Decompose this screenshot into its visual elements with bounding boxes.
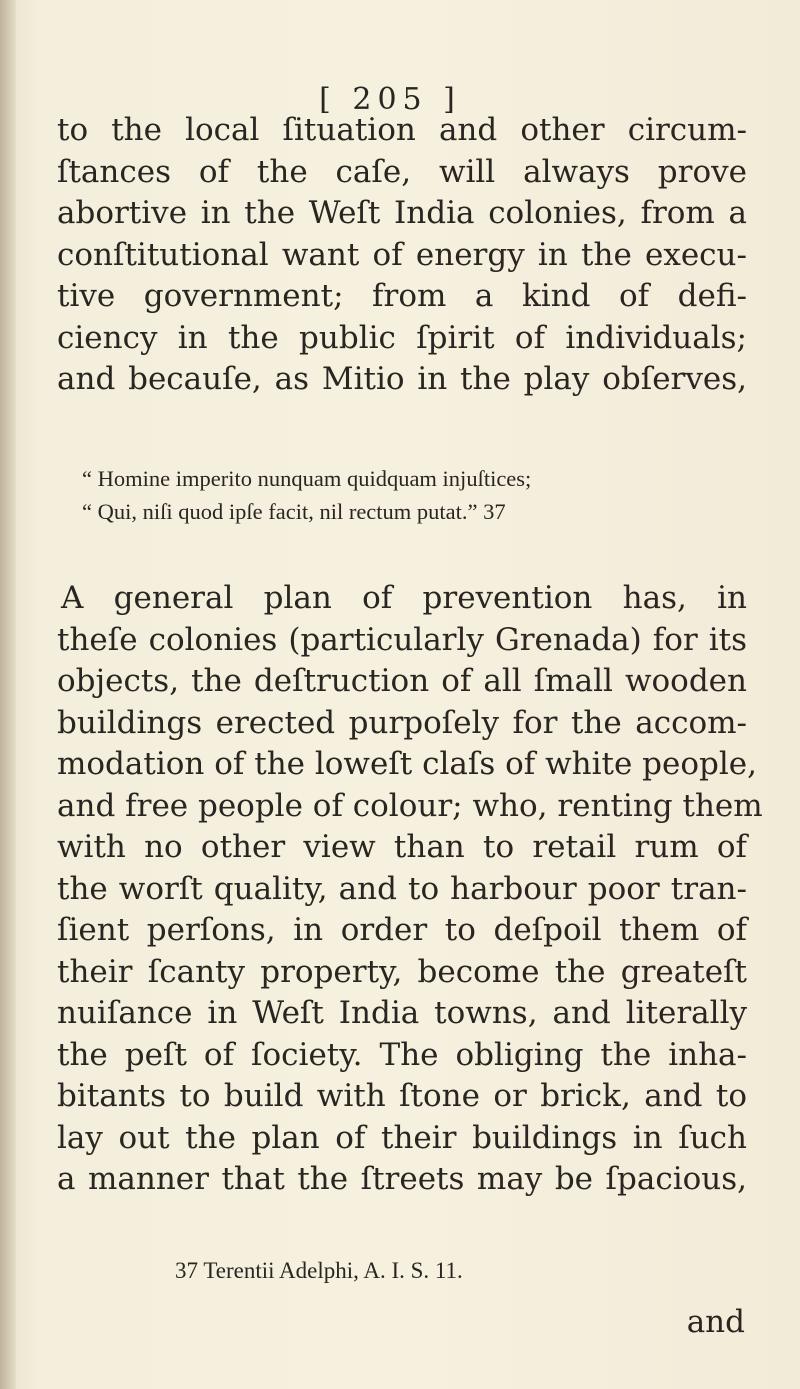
latin-quotation <box>82 462 752 528</box>
paragraph-2 <box>57 578 763 1201</box>
text-line: ciency in the public ſpirit of individuals; <box>57 319 747 356</box>
text-line: objects, the deſtruction of all ſmall wooden <box>57 663 747 699</box>
text-line: buildings erected purpoſely for the accom- <box>57 704 747 741</box>
quote-line: “ Qui, niſi quod ipſe facit, nil rectum putat.” 37 <box>82 499 506 524</box>
text-line: A general plan of prevention has, in <box>61 580 747 616</box>
paragraph-1 <box>57 110 747 401</box>
text-line: and becauſe, as Mitio in the play obſerves, <box>57 361 747 397</box>
text-line: the worſt quality, and to harbour poor tran- <box>57 870 747 907</box>
text-line: theſe colonies (particularly Grenada) for its <box>57 621 747 658</box>
text-line: ſient perſons, in order to deſpoil them of <box>57 912 747 948</box>
quote-line: “ Homine imperito nunquam quidquam injuſtices; <box>82 466 532 491</box>
text-line: abortive in the Weſt India colonies, from a <box>57 195 747 231</box>
text-line: tive government; from a kind of defi- <box>57 278 747 314</box>
page-spine-shadow <box>0 0 16 1389</box>
text-line: a manner that the ſtreets may be ſpacious, <box>57 1161 747 1197</box>
text-line: their ſcanty property, become the greateſt <box>57 953 747 990</box>
text-line: and free people of colour; who, renting them <box>57 787 763 824</box>
text-line: lay out the plan of their buildings in ſuch <box>57 1119 747 1156</box>
catchword: and <box>686 1304 745 1340</box>
text-line: ſtances of the caſe, will always prove <box>57 153 747 190</box>
text-line: nuiſance in Weſt India towns, and literally <box>57 995 747 1031</box>
footnote: 37 Terentii Adelphi, A. I. S. 11. <box>175 1258 463 1283</box>
text-line: modation of the loweſt claſs of white people, <box>57 746 757 782</box>
text-line: conſtitutional want of energy in the execu- <box>57 236 747 273</box>
page-number: [ 205 ] <box>319 82 461 117</box>
text-line: bitants to build with ſtone or brick, and to <box>57 1078 747 1114</box>
text-line: with no other view than to retail rum of <box>57 829 747 865</box>
text-line: the peſt of ſociety. The obliging the inha- <box>57 1036 747 1073</box>
text-line: to the local ſituation and other circum- <box>57 112 747 148</box>
